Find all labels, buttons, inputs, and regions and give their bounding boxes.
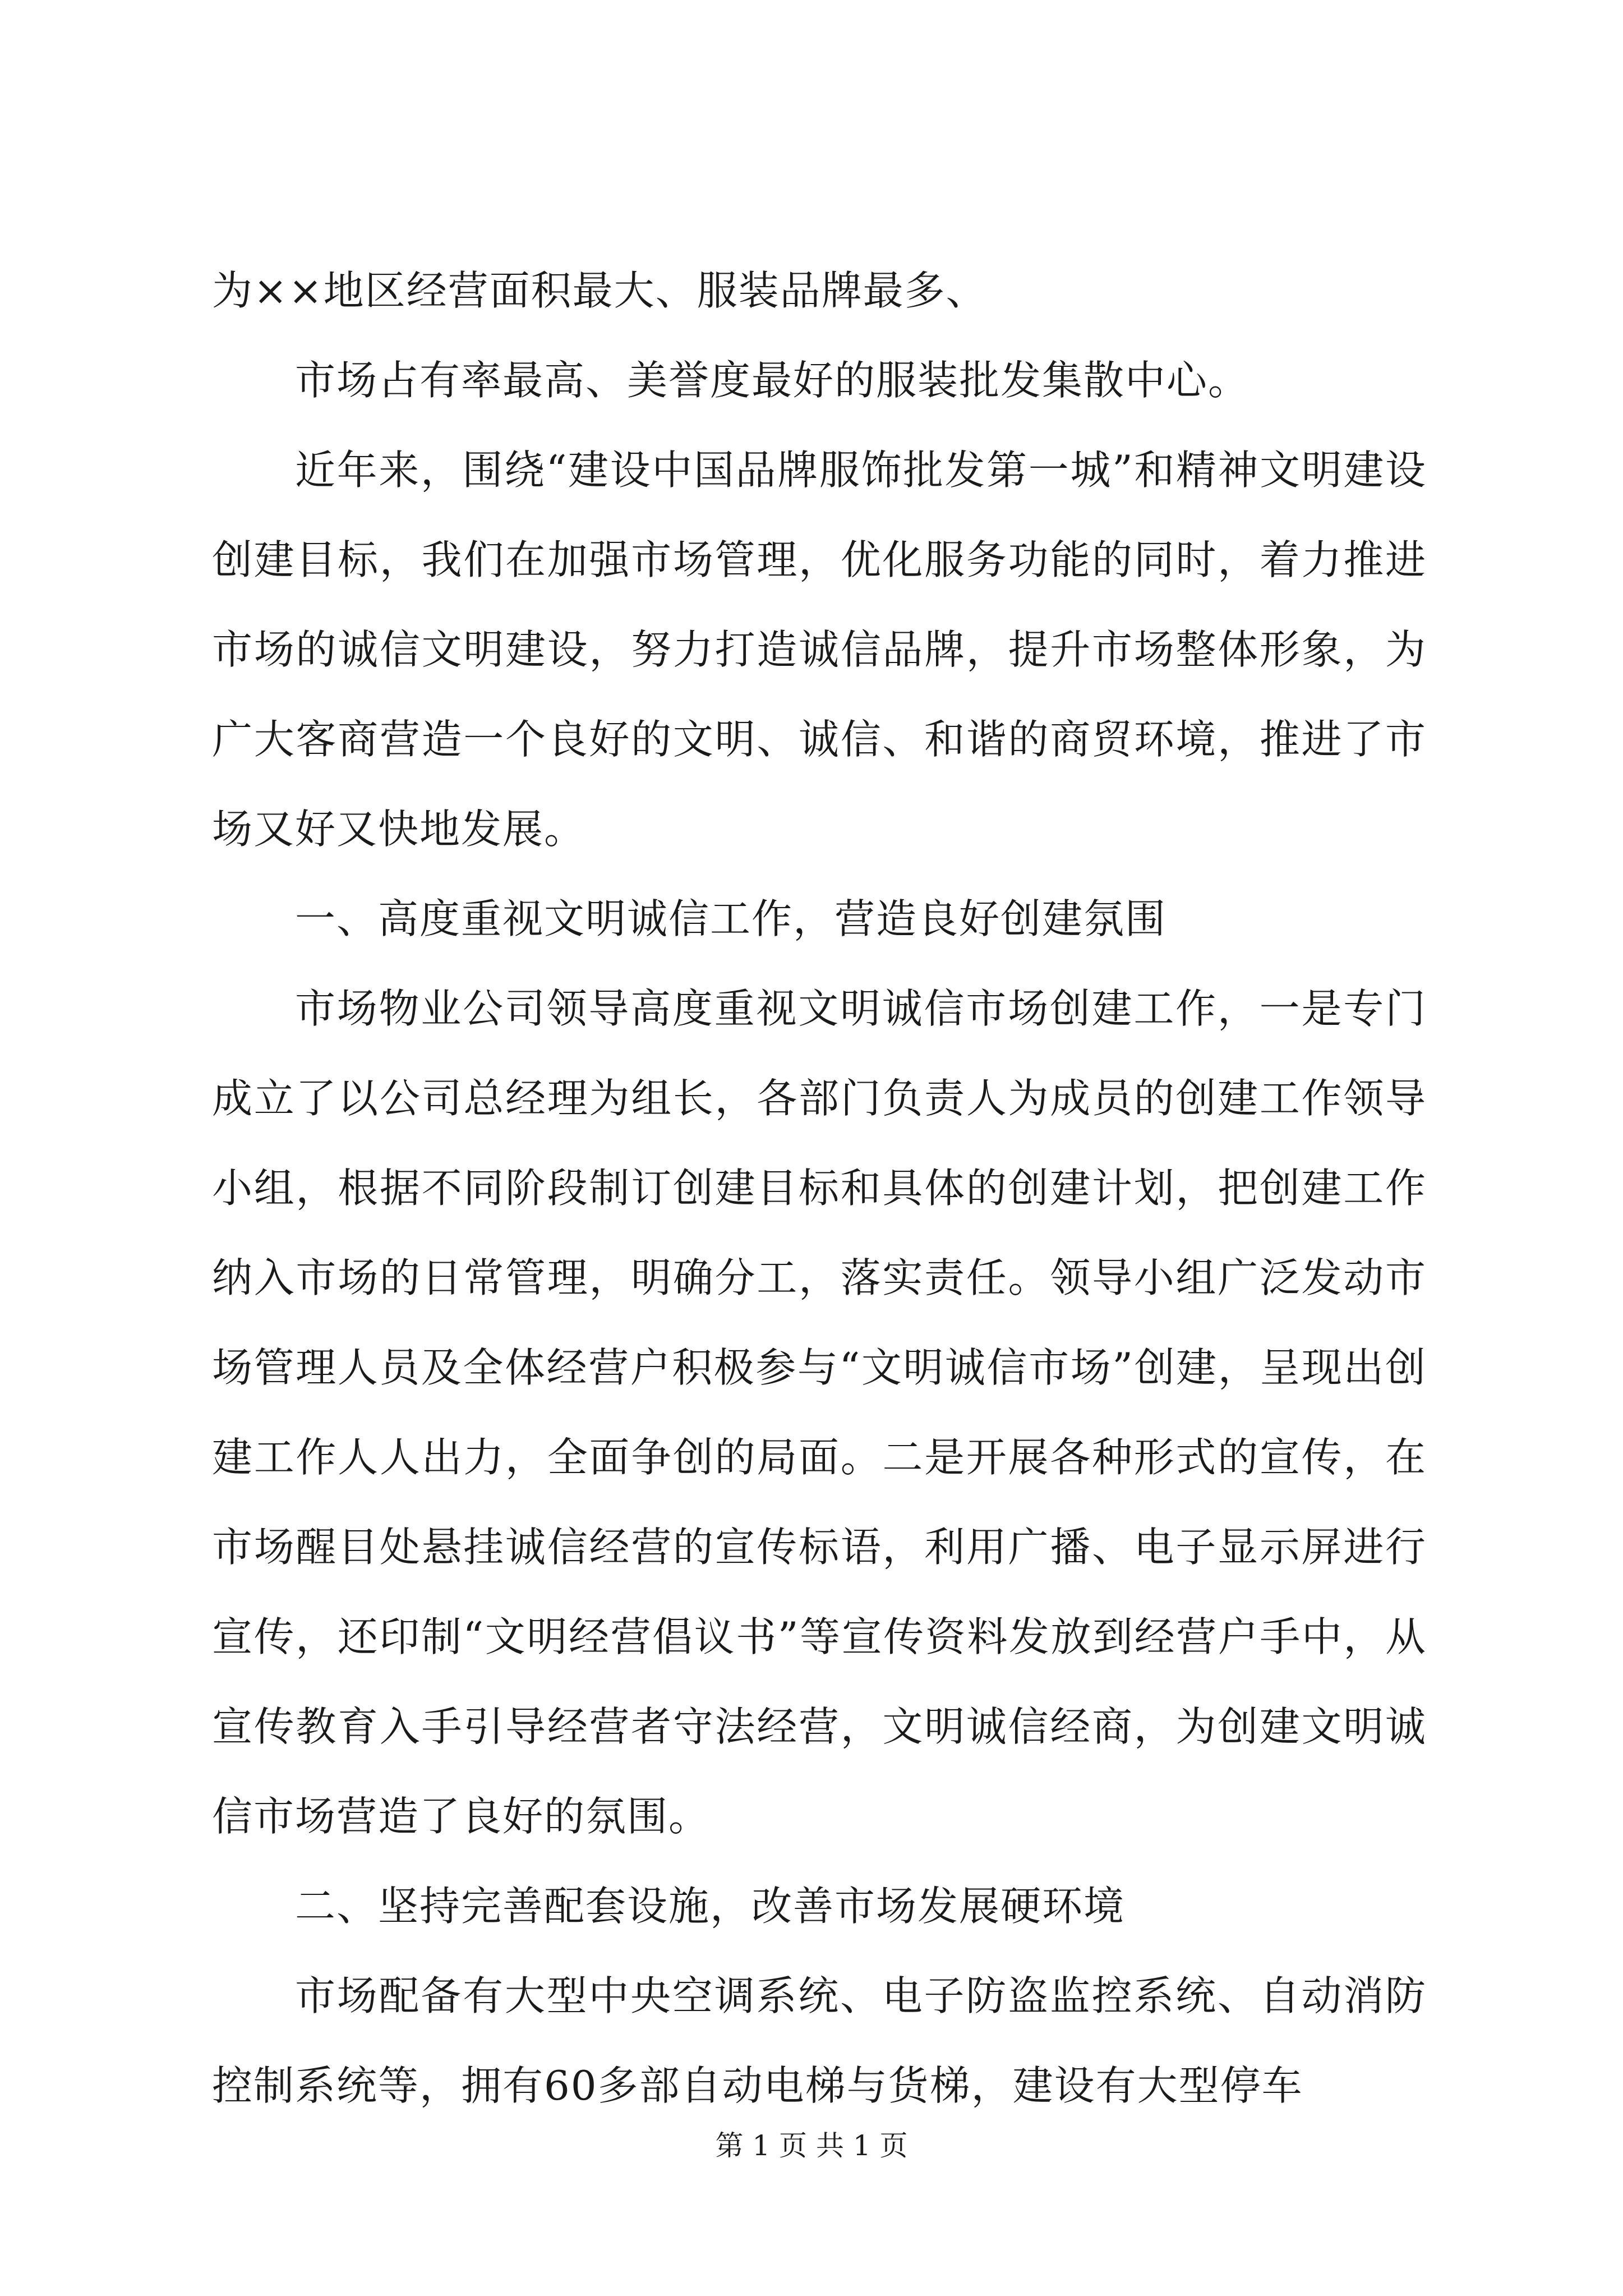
page-number-label: 第 1 页 共 1 页 bbox=[715, 2129, 908, 2162]
paragraph-4: 市场物业公司领导高度重视文明诚信市场创建工作，一是专门成立了以公司总经理为组长，各部门负责人为成员的创建工作领导小组，根据不同阶段制订创建目标和具体的创建计划，把创建工作纳入市场的日常管理，明确分工，落实责任。领导小组广泛发动市场管理人员及全体经营户积极参与“文明诚信市场”创建，呈现出创建工作人人出力，全面争创的局面。二是开展各种形式的宣传，在市场醒目处悬挂诚信经营的宣传标语，利用广播、电子显示屏进行宣传，还印制“文明经营倡议书”等宣传资料发放到经营户手中，从宣传教育入手引导经营者守法经营，文明诚信经商，为创建文明诚信市场营造了良好的氛围。 bbox=[212, 985, 1427, 1840]
paragraph-5: 市场配备有大型中央空调系统、电子防盗监控系统、自动消防控制系统等，拥有60多部自动电梯与货梯，建设有大型停车 bbox=[212, 1972, 1427, 2109]
paragraph-3: 近年来，围绕“建设中国品牌服饰批发第一城”和精神文明建设创建目标，我们在加强市场管理，优化服务功能的同时，着力推进市场的诚信文明建设，努力打造诚信品牌，提升市场整体形象，为广大客商营造一个良好的文明、诚信、和谐的商贸环境，推进了市场又好又快地发展。 bbox=[212, 447, 1427, 853]
section-heading-1: 一、高度重视文明诚信工作，营造良好创建氛围 bbox=[295, 895, 1167, 942]
document-body bbox=[212, 246, 1427, 2131]
section-heading-2: 二、坚持完善配套设施，改善市场发展硬环境 bbox=[295, 1883, 1126, 1930]
paragraph-2: 市场占有率最高、美誉度最好的服装批发集散中心。 bbox=[295, 357, 1250, 404]
paragraph-1: 为××地区经营面积最大、服装品牌最多、 bbox=[212, 267, 988, 314]
page-footer bbox=[0, 2126, 1623, 2165]
